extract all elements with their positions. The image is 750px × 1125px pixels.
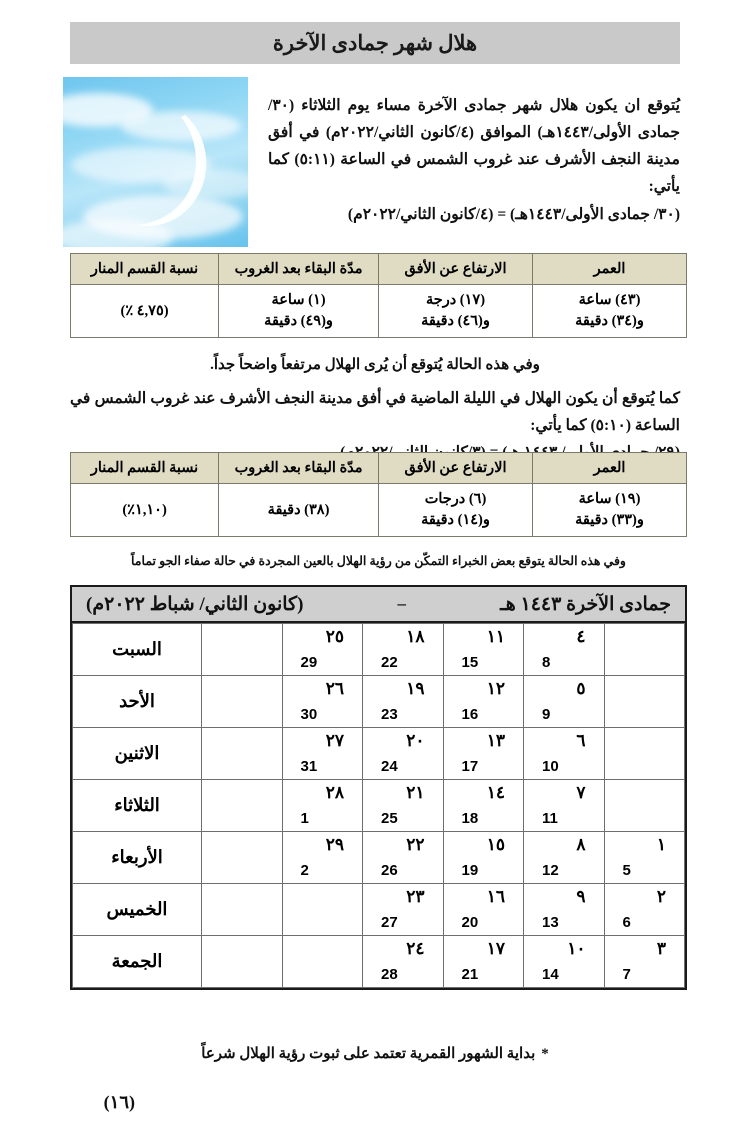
calendar-row	[73, 780, 685, 832]
monthly-calendar	[70, 585, 687, 990]
hijri-date: ١٤	[486, 783, 505, 802]
hijri-date: ٦	[576, 731, 586, 750]
calendar-day-cell[interactable]	[604, 728, 685, 780]
gregorian-date: 19	[461, 862, 479, 879]
calendar-day-cell[interactable]	[363, 624, 444, 676]
calendar-day-cell[interactable]	[202, 936, 283, 988]
intro-paragraph	[268, 92, 680, 228]
hijri-date: ٢٦	[325, 679, 344, 698]
calendar-day-cell[interactable]	[202, 624, 283, 676]
hilal-data-table-secondary	[70, 452, 687, 537]
calendar-day-cell[interactable]	[604, 832, 685, 884]
gregorian-date: 9	[542, 706, 551, 723]
hijri-date: ٢	[656, 887, 666, 906]
page-title-bar	[70, 22, 680, 64]
cell-age	[533, 484, 687, 537]
hijri-date: ١٢	[486, 679, 505, 698]
gregorian-date: 18	[461, 810, 479, 827]
gregorian-date: 7	[622, 966, 631, 983]
gregorian-date: 30	[300, 706, 318, 723]
footnote-text: بداية الشهور القمرية تعتمد على ثبوت رؤية الهلال شرعاً	[201, 1046, 536, 1062]
calendar-day-name: السبت	[73, 624, 202, 676]
calendar-day-cell[interactable]	[202, 728, 283, 780]
calendar-day-cell[interactable]	[443, 780, 524, 832]
header-illumination: نسبة القسم المنار	[71, 453, 219, 484]
intro-equation: (٣٠/ جمادى الأولى/١٤٤٣هـ) = (٤/كانون الثاني/٢٠٢٢م)	[347, 206, 680, 223]
hijri-date: ٢٤	[406, 939, 425, 958]
crescent-icon	[63, 77, 248, 247]
gregorian-date: 24	[381, 758, 398, 775]
calendar-day-cell[interactable]	[363, 884, 444, 936]
header-altitude: الارتفاع عن الأفق	[379, 254, 533, 285]
header-duration: مدّة البقاء بعد الغروب	[219, 254, 379, 285]
calendar-row	[73, 884, 685, 936]
gregorian-date: 16	[461, 706, 479, 723]
hijri-date: ١٦	[486, 887, 505, 906]
hijri-date: ١٩	[406, 679, 425, 698]
gregorian-date: 1	[300, 810, 309, 827]
hijri-date: ١٣	[486, 731, 505, 750]
table-header-row	[71, 453, 687, 484]
calendar-day-cell[interactable]	[282, 728, 363, 780]
table-header-row	[71, 254, 687, 285]
calendar-day-name: الأربعاء	[73, 832, 202, 884]
calendar-day-cell[interactable]	[524, 780, 605, 832]
calendar-day-cell[interactable]	[524, 728, 605, 780]
gregorian-date: 14	[542, 966, 559, 983]
gregorian-date: 6	[622, 914, 631, 931]
calendar-day-cell[interactable]	[604, 884, 685, 936]
hijri-date: ٢٢	[406, 835, 425, 854]
hijri-date: ٢٠	[406, 731, 425, 750]
calendar-day-cell[interactable]	[443, 832, 524, 884]
calendar-day-cell[interactable]	[202, 884, 283, 936]
gregorian-date: 20	[461, 914, 479, 931]
cell-altitude-line2: و(١٤) دقيقة	[421, 512, 490, 528]
gregorian-date: 13	[542, 914, 559, 931]
page-number: (١٦)	[103, 1092, 135, 1112]
cell-illumination-line1: (٤,٧٥ ٪)	[120, 302, 169, 319]
calendar-day-cell[interactable]	[524, 936, 605, 988]
cell-altitude	[379, 285, 533, 338]
cell-age-line2: و(٣٤) دقيقة	[575, 313, 644, 329]
hijri-date: ٤	[576, 627, 586, 646]
cell-duration	[219, 484, 379, 537]
calendar-day-name: الثلاثاء	[73, 780, 202, 832]
hijri-date: ٩	[576, 887, 586, 906]
gregorian-date: 8	[542, 654, 551, 671]
calendar-day-name: الخميس	[73, 884, 202, 936]
cell-altitude-line1: (١٧) درجة	[425, 292, 486, 308]
hijri-date: ١١	[486, 627, 505, 646]
gregorian-date: 27	[381, 914, 398, 931]
calendar-day-cell[interactable]	[443, 936, 524, 988]
cell-altitude-line1: (٦) درجات	[424, 491, 487, 507]
cell-illumination-line1: (١,١٠٪)	[122, 501, 167, 518]
footnote	[70, 1044, 680, 1063]
calendar-day-cell[interactable]	[282, 832, 363, 884]
calendar-day-cell[interactable]	[202, 780, 283, 832]
calendar-day-cell[interactable]	[282, 884, 363, 936]
calendar-day-cell[interactable]	[524, 676, 605, 728]
secondary-paragraph-text: كما يُتوقع أن يكون الهلال في الليلة الماضية في أفق مدينة النجف الأشرف عند غروب الشمس في الساعة (٥:١٠) كما يأتي:	[70, 390, 680, 434]
gregorian-date: 17	[461, 758, 479, 775]
cell-duration-line2: و(٤٩) دقيقة	[264, 313, 333, 329]
calendar-day-cell[interactable]	[524, 832, 605, 884]
calendar-day-cell[interactable]	[604, 936, 685, 988]
calendar-day-cell[interactable]	[363, 832, 444, 884]
calendar-day-name: الاثنين	[73, 728, 202, 780]
calendar-row	[73, 936, 685, 988]
gregorian-date: 10	[542, 758, 559, 775]
calendar-day-cell[interactable]	[443, 884, 524, 936]
cell-illumination	[71, 484, 219, 537]
hijri-date: ١٨	[406, 627, 425, 646]
calendar-day-cell[interactable]	[202, 676, 283, 728]
gregorian-date: 5	[622, 862, 631, 879]
cell-illumination	[71, 285, 219, 338]
header-age: العمر	[533, 453, 687, 484]
calendar-day-cell[interactable]	[282, 780, 363, 832]
gregorian-date: 28	[381, 966, 398, 983]
crescent-moon-image	[63, 77, 248, 247]
calendar-day-cell[interactable]	[363, 936, 444, 988]
calendar-day-cell[interactable]	[524, 884, 605, 936]
calendar-day-cell[interactable]	[604, 624, 685, 676]
hijri-date: ٧	[576, 783, 586, 802]
hijri-date: ٢٩	[325, 835, 344, 854]
hijri-date: ٢٥	[325, 627, 344, 646]
calendar-day-cell[interactable]	[604, 676, 685, 728]
hijri-date: ١	[656, 835, 666, 854]
intro-text: يُتوقع ان يكون هلال شهر جمادى الآخرة مساء يوم الثلاثاء (٣٠/جمادى الأولى/١٤٤٣هـ) الموافق (٤/كانون الثاني/٢٠٢٢م) في أفق مدينة النجف الأشرف عند غروب الشمس في الساعة (٥:١١) كما يأتي:	[268, 97, 680, 195]
gregorian-date: 15	[461, 654, 479, 671]
gregorian-date: 2	[300, 862, 309, 879]
table-row	[71, 484, 687, 537]
calendar-day-cell[interactable]	[282, 624, 363, 676]
hijri-date: ١٠	[567, 939, 586, 958]
gregorian-date: 11	[542, 810, 558, 827]
calendar-day-cell[interactable]	[443, 676, 524, 728]
gregorian-date: 22	[381, 654, 398, 671]
calendar-day-name: الأحد	[73, 676, 202, 728]
hijri-date: ٢٧	[325, 731, 344, 750]
header-illumination: نسبة القسم المنار	[71, 254, 219, 285]
calendar-day-cell[interactable]	[443, 624, 524, 676]
calendar-row	[73, 728, 685, 780]
calendar-hijri-title: جمادى الآخرة ١٤٤٣ هـ	[500, 593, 671, 615]
calendar-day-cell[interactable]	[363, 676, 444, 728]
calendar-row	[73, 676, 685, 728]
cell-age-line2: و(٣٣) دقيقة	[575, 512, 644, 528]
cell-age-line1: (٤٣) ساعة	[578, 292, 641, 308]
cell-duration-line1: (١) ساعة	[271, 292, 326, 308]
hijri-date: ١٧	[486, 939, 505, 958]
calendar-grid	[72, 623, 685, 988]
header-age: العمر	[533, 254, 687, 285]
calendar-day-cell[interactable]	[202, 832, 283, 884]
hijri-date: ٨	[576, 835, 586, 854]
page-title: هلال شهر جمادى الآخرة	[272, 30, 478, 55]
cell-duration-line1: (٣٨) دقيقة	[267, 501, 330, 518]
hijri-date: ٢٣	[406, 887, 425, 906]
calendar-day-name: الجمعة	[73, 936, 202, 988]
gregorian-date: 25	[381, 810, 398, 827]
calendar-gregorian-title: (كانون الثاني/ شباط ٢٠٢٢م)	[86, 593, 304, 615]
hijri-date: ٢٨	[325, 783, 344, 802]
hijri-date: ٢١	[406, 783, 425, 802]
gregorian-date: 21	[461, 966, 479, 983]
gregorian-date: 26	[381, 862, 398, 879]
calendar-header	[72, 587, 685, 623]
calendar-day-cell[interactable]	[363, 728, 444, 780]
calendar-title-separator: –	[397, 594, 407, 613]
calendar-day-cell[interactable]	[604, 780, 685, 832]
hijri-date: ٣	[656, 939, 666, 958]
cell-age	[533, 285, 687, 338]
note-after-secondary-table: وفي هذه الحالة يتوقع بعض الخبراء التمكّن من رؤية الهلال بالعين المجردة في حالة صفاء الجو تماماً	[131, 554, 626, 568]
calendar-row	[73, 624, 685, 676]
hijri-date: ٥	[576, 679, 586, 698]
calendar-day-cell[interactable]	[524, 624, 605, 676]
gregorian-date: 12	[542, 862, 559, 879]
calendar-day-cell[interactable]	[282, 676, 363, 728]
cell-altitude	[379, 484, 533, 537]
gregorian-date: 31	[300, 758, 318, 775]
footnote-marker: *	[541, 1046, 549, 1062]
hilal-data-table-primary	[70, 253, 687, 338]
cell-age-line1: (١٩) ساعة	[578, 491, 641, 507]
header-altitude: الارتفاع عن الأفق	[379, 453, 533, 484]
cell-altitude-line2: و(٤٦) دقيقة	[421, 313, 490, 329]
calendar-row	[73, 832, 685, 884]
calendar-day-cell[interactable]	[282, 936, 363, 988]
header-duration: مدّة البقاء بعد الغروب	[219, 453, 379, 484]
gregorian-date: 23	[381, 706, 398, 723]
table-row	[71, 285, 687, 338]
calendar-day-cell[interactable]	[443, 728, 524, 780]
hijri-date: ١٥	[486, 835, 505, 854]
note-after-primary-table: وفي هذه الحالة يُتوقع أن يُرى الهلال مرتفعاً واضحاً جداً.	[210, 357, 540, 373]
cell-duration	[219, 285, 379, 338]
calendar-day-cell[interactable]	[363, 780, 444, 832]
gregorian-date: 29	[300, 654, 318, 671]
